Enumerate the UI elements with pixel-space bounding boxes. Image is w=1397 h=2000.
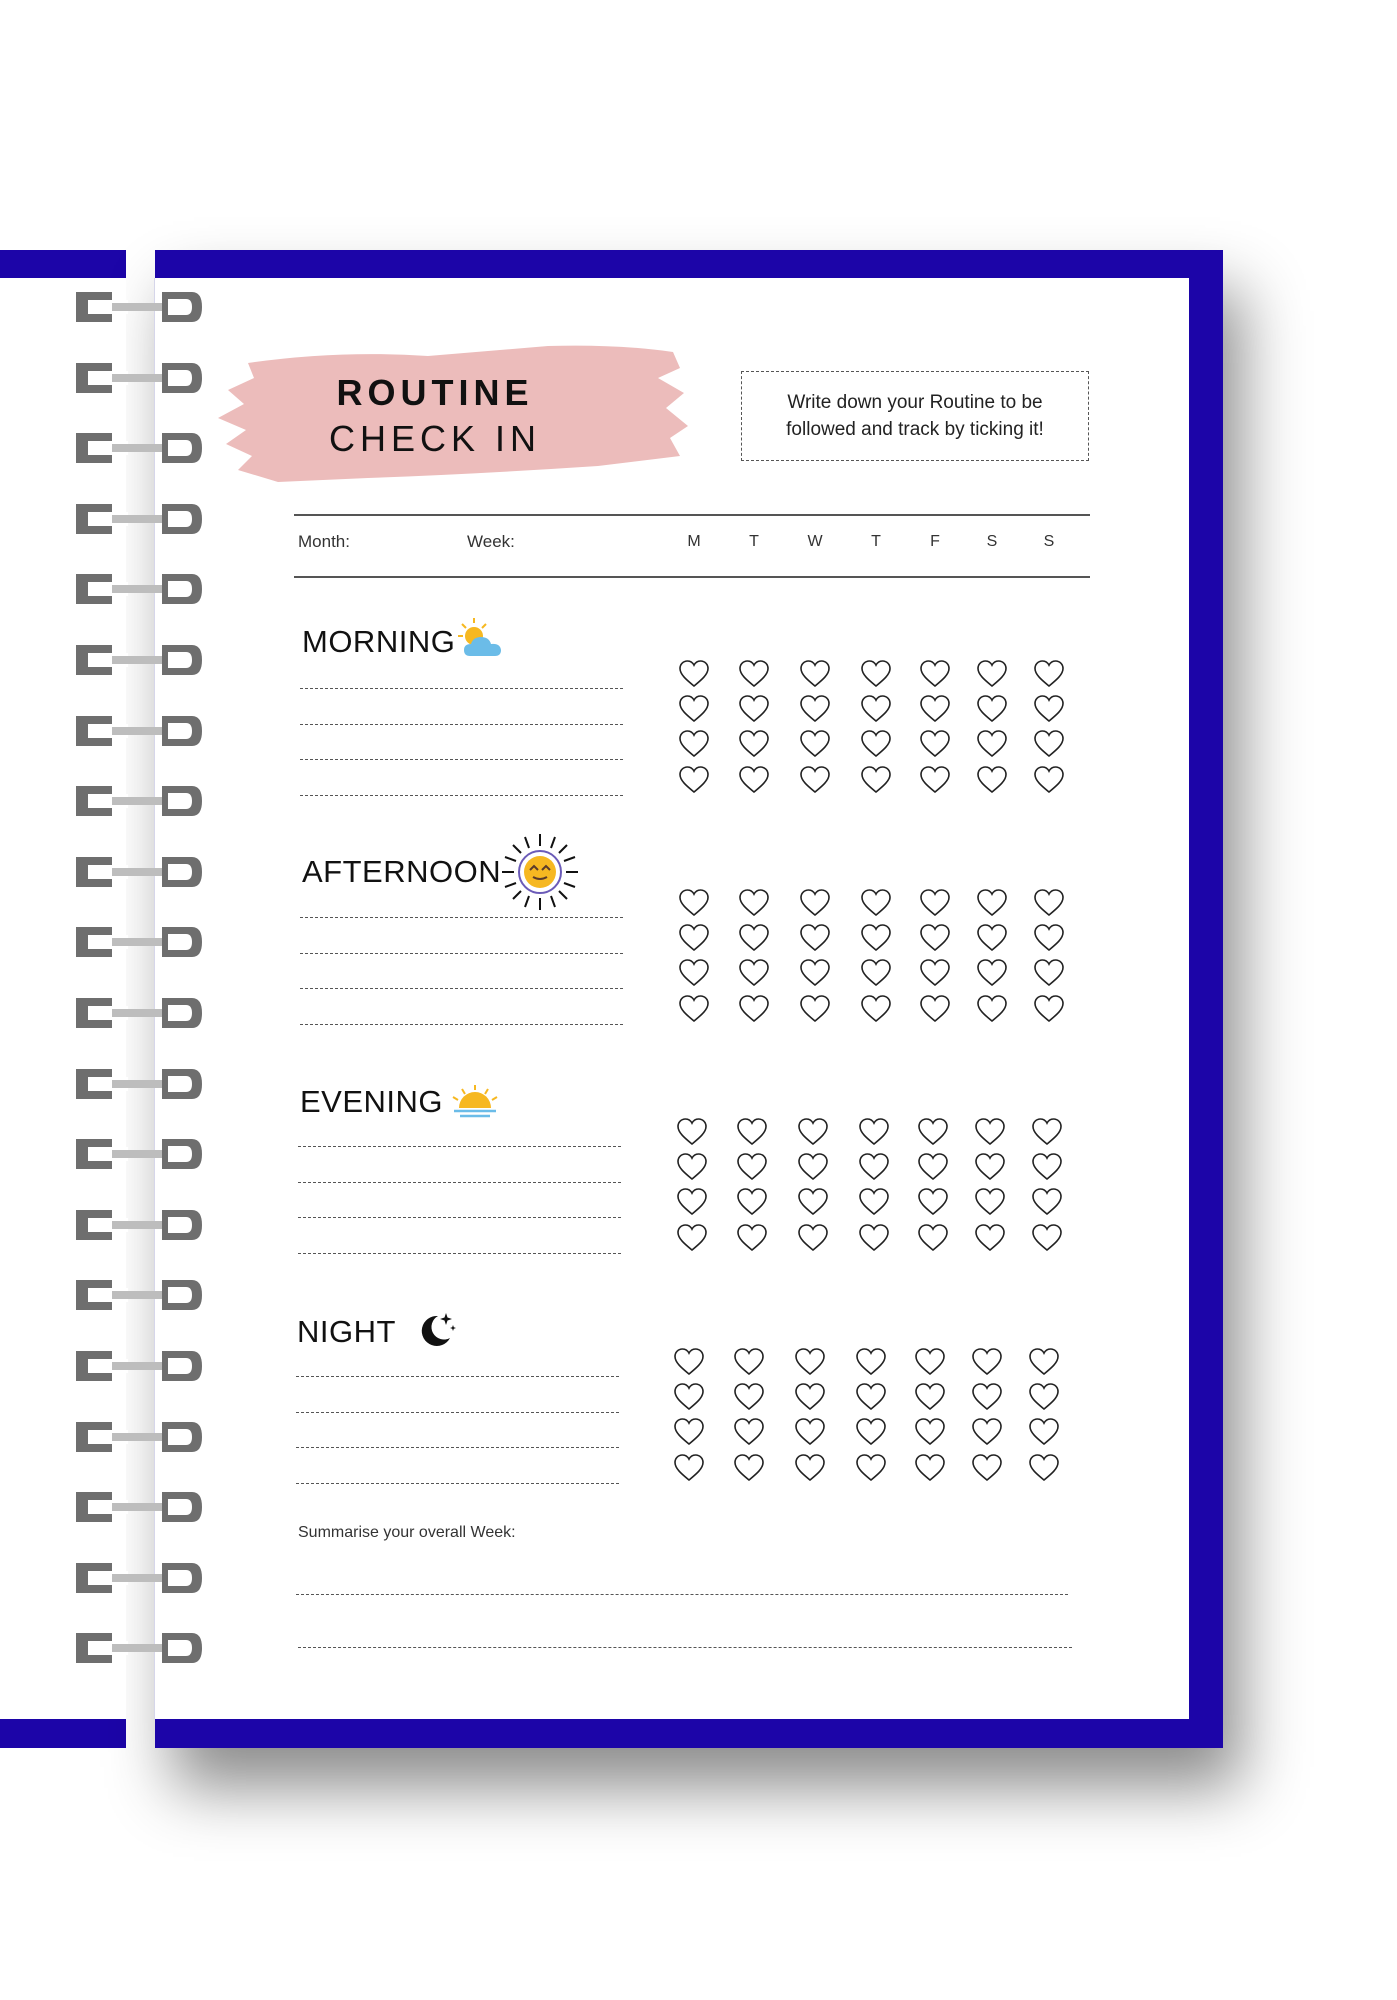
heart-checkbox[interactable] [914,1417,946,1447]
heart-checkbox[interactable] [976,694,1008,724]
page-title-line1: ROUTINE [336,372,534,413]
routine-line[interactable] [300,988,623,989]
day-header: S [1043,533,1055,550]
binding-ring [76,1278,204,1314]
instruction-box [741,371,1089,461]
instruction-text: Write down your Routine to be followed and track by ticking it! [786,392,1044,440]
heart-checkbox[interactable] [919,765,951,795]
heart-checkbox[interactable] [678,659,710,689]
binding-ring [76,1420,204,1456]
section-title-night: NIGHT [297,1314,396,1349]
binding-ring [76,1631,204,1667]
heart-checkbox[interactable] [971,1382,1003,1412]
heart-checkbox[interactable] [678,923,710,953]
routine-line[interactable] [296,1376,619,1377]
week-bar-bottom-rule [294,576,1090,578]
heart-checkbox[interactable] [974,1223,1006,1253]
sun-cloud-icon [456,616,508,662]
binding-ring [76,290,204,326]
binding-ring [76,502,204,538]
binding-ring [76,784,204,820]
heart-checkbox[interactable] [855,1417,887,1447]
heart-checkbox[interactable] [676,1117,708,1147]
day-header: T [871,533,881,550]
heart-checkbox[interactable] [673,1417,705,1447]
heart-checkbox[interactable] [917,1187,949,1217]
heart-checkbox[interactable] [919,994,951,1024]
heart-checkbox[interactable] [1033,994,1065,1024]
heart-checkbox[interactable] [1033,888,1065,918]
section-title-evening: EVENING [300,1084,444,1119]
heart-checkbox[interactable] [917,1117,949,1147]
routine-line[interactable] [298,1217,621,1218]
heart-checkbox[interactable] [1028,1382,1060,1412]
heart-checkbox[interactable] [738,994,770,1024]
routine-line[interactable] [300,917,623,918]
heart-checkbox[interactable] [858,1152,890,1182]
heart-checkbox[interactable] [794,1417,826,1447]
heart-checkbox[interactable] [797,1223,829,1253]
heart-checkbox[interactable] [738,729,770,759]
heart-checkbox[interactable] [976,888,1008,918]
heart-checkbox[interactable] [855,1382,887,1412]
page-title-line2: CHECK IN [328,418,542,459]
routine-line[interactable] [298,1253,621,1254]
heart-checkbox[interactable] [1033,694,1065,724]
binding-ring [76,572,204,608]
heart-checkbox[interactable] [678,994,710,1024]
heart-checkbox[interactable] [794,1453,826,1483]
heart-checkbox[interactable] [676,1223,708,1253]
heart-checkbox[interactable] [860,958,892,988]
heart-checkbox[interactable] [860,765,892,795]
heart-checkbox[interactable] [858,1117,890,1147]
binding-ring [76,361,204,397]
heart-checkbox[interactable] [733,1347,765,1377]
heart-checkbox[interactable] [797,1117,829,1147]
heart-checkbox[interactable] [919,659,951,689]
binding-ring [76,1067,204,1103]
heart-checkbox[interactable] [738,694,770,724]
day-header: S [986,533,998,550]
moon-stars-icon [416,1310,456,1350]
sun-icon [500,832,580,912]
heart-checkbox[interactable] [799,765,831,795]
heart-checkbox[interactable] [676,1152,708,1182]
binding-ring [76,643,204,679]
heart-checkbox[interactable] [1033,659,1065,689]
binding-ring [76,1208,204,1244]
heart-checkbox[interactable] [858,1187,890,1217]
heart-checkbox[interactable] [736,1223,768,1253]
binding-ring [76,1137,204,1173]
heart-checkbox[interactable] [799,888,831,918]
heart-checkbox[interactable] [976,765,1008,795]
section-title-afternoon: AFTERNOON [302,854,502,889]
heart-checkbox[interactable] [733,1453,765,1483]
heart-checkbox[interactable] [678,765,710,795]
heart-checkbox[interactable] [678,729,710,759]
heart-checkbox[interactable] [1028,1453,1060,1483]
heart-checkbox[interactable] [799,659,831,689]
heart-checkbox[interactable] [914,1453,946,1483]
heart-checkbox[interactable] [971,1453,1003,1483]
heart-checkbox[interactable] [914,1347,946,1377]
heart-checkbox[interactable] [919,888,951,918]
heart-checkbox[interactable] [855,1453,887,1483]
heart-checkbox[interactable] [733,1382,765,1412]
heart-checkbox[interactable] [799,958,831,988]
routine-line[interactable] [298,1182,621,1183]
summary-line-2[interactable] [298,1647,1072,1648]
sunset-icon [450,1084,500,1120]
heart-checkbox[interactable] [860,923,892,953]
heart-checkbox[interactable] [919,694,951,724]
heart-checkbox[interactable] [860,729,892,759]
heart-checkbox[interactable] [676,1187,708,1217]
binding-ring [76,1349,204,1385]
binding-ring [76,431,204,467]
heart-checkbox[interactable] [736,1187,768,1217]
heart-checkbox[interactable] [917,1152,949,1182]
heart-checkbox[interactable] [919,958,951,988]
heart-checkbox[interactable] [1031,1223,1063,1253]
routine-line[interactable] [300,724,623,725]
routine-line[interactable] [298,1146,621,1147]
heart-checkbox[interactable] [919,729,951,759]
heart-checkbox[interactable] [678,958,710,988]
section-title-morning: MORNING [302,624,456,659]
binding-ring [76,996,204,1032]
heart-checkbox[interactable] [794,1382,826,1412]
heart-checkbox[interactable] [974,1187,1006,1217]
routine-line[interactable] [296,1483,619,1484]
heart-checkbox[interactable] [738,923,770,953]
heart-checkbox[interactable] [678,888,710,918]
heart-checkbox[interactable] [1031,1117,1063,1147]
heart-checkbox[interactable] [799,923,831,953]
heart-checkbox[interactable] [673,1347,705,1377]
binding-ring [76,925,204,961]
heart-checkbox[interactable] [797,1152,829,1182]
routine-line[interactable] [300,688,623,689]
heart-checkbox[interactable] [917,1223,949,1253]
heart-checkbox[interactable] [799,694,831,724]
routine-line[interactable] [296,1412,619,1413]
heart-checkbox[interactable] [738,765,770,795]
heart-checkbox[interactable] [860,694,892,724]
heart-checkbox[interactable] [976,923,1008,953]
day-header: W [807,533,823,550]
week-label: Week: [467,532,515,551]
heart-checkbox[interactable] [976,659,1008,689]
heart-checkbox[interactable] [799,994,831,1024]
heart-checkbox[interactable] [860,888,892,918]
routine-line[interactable] [300,795,623,796]
heart-checkbox[interactable] [736,1152,768,1182]
heart-checkbox[interactable] [914,1382,946,1412]
heart-checkbox[interactable] [971,1417,1003,1447]
routine-line[interactable] [296,1447,619,1448]
month-label: Month: [298,532,350,551]
day-header: M [687,533,701,550]
heart-checkbox[interactable] [736,1117,768,1147]
routine-line[interactable] [300,1024,623,1025]
heart-checkbox[interactable] [976,729,1008,759]
heart-checkbox[interactable] [1031,1187,1063,1217]
heart-checkbox[interactable] [1033,765,1065,795]
heart-checkbox[interactable] [733,1417,765,1447]
summary-label: Summarise your overall Week: [298,1524,516,1541]
heart-checkbox[interactable] [673,1453,705,1483]
binding-ring [76,1561,204,1597]
heart-checkbox[interactable] [678,694,710,724]
heart-checkbox[interactable] [860,659,892,689]
week-bar-top-rule [294,514,1090,516]
heart-checkbox[interactable] [1028,1417,1060,1447]
heart-checkbox[interactable] [799,729,831,759]
summary-line-1[interactable] [296,1594,1068,1595]
day-header: T [749,533,759,550]
heart-checkbox[interactable] [1031,1152,1063,1182]
binding-ring [76,1490,204,1526]
routine-line[interactable] [300,759,623,760]
heart-checkbox[interactable] [976,958,1008,988]
heart-checkbox[interactable] [1033,923,1065,953]
heart-checkbox[interactable] [919,923,951,953]
routine-line[interactable] [300,953,623,954]
heart-checkbox[interactable] [860,994,892,1024]
heart-checkbox[interactable] [797,1187,829,1217]
heart-checkbox[interactable] [738,888,770,918]
heart-checkbox[interactable] [1033,958,1065,988]
heart-checkbox[interactable] [855,1347,887,1377]
heart-checkbox[interactable] [858,1223,890,1253]
binding-ring [76,855,204,891]
heart-checkbox[interactable] [971,1347,1003,1377]
heart-checkbox[interactable] [738,958,770,988]
heart-checkbox[interactable] [1028,1347,1060,1377]
heart-checkbox[interactable] [976,994,1008,1024]
day-header: F [930,533,940,550]
heart-checkbox[interactable] [1033,729,1065,759]
heart-checkbox[interactable] [673,1382,705,1412]
heart-checkbox[interactable] [974,1152,1006,1182]
heart-checkbox[interactable] [738,659,770,689]
binding-ring [76,714,204,750]
heart-checkbox[interactable] [974,1117,1006,1147]
heart-checkbox[interactable] [794,1347,826,1377]
